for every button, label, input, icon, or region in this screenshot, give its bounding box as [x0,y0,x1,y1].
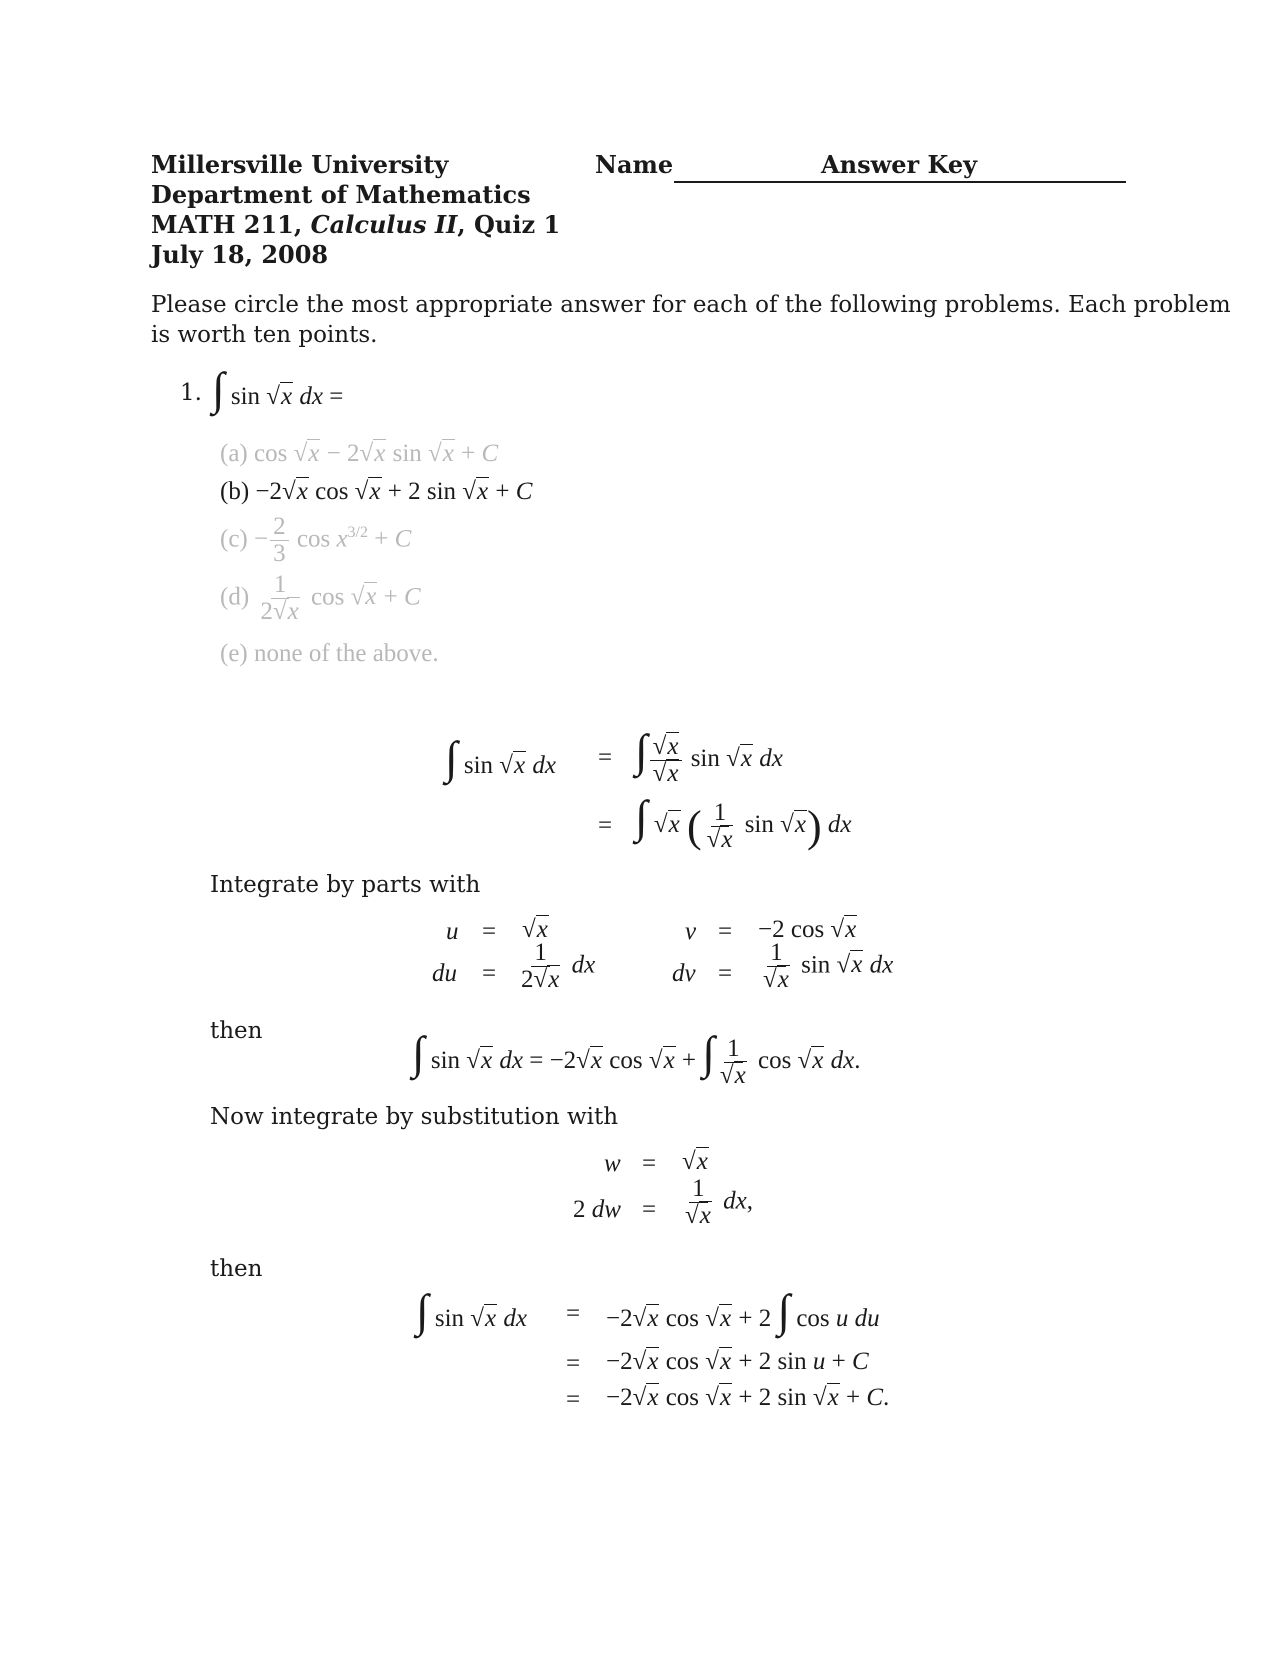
option-d[interactable]: (d) $\frac{1}{2√x}$ cos √x + C [220,571,421,626]
final-lhs: ∫ sin √x dx [416,1285,527,1336]
option-e-text: none of the above. [254,640,439,667]
university-name: Millersville University [151,150,449,179]
subst-dw-value: $\frac{1}{√x}$ dx, [685,1175,753,1230]
solution-step-2-rhs: ∫ √x ( $\frac{1}{√x}$ sin √x) dx [635,791,852,853]
quiz-date: July 18, 2008 [151,240,329,269]
course-title: Calculus II [310,210,458,239]
name-label: Name [595,150,674,179]
parts-intro: Integrate by parts with [210,872,481,898]
parts-u-value: √x [522,916,548,943]
instructions-line-1: Please circle the most appropriate answer for each of the following problems. Each problem [151,292,1231,318]
parts-v-eq: = [718,918,733,945]
course-line [151,210,560,240]
parts-dv: dv [672,960,696,987]
parts-du-value: $\frac{1}{2√x}$ dx [521,939,596,994]
subst-w-value: √x [682,1148,708,1175]
parts-u: u [446,918,459,945]
parts-dv-value: $\frac{1}{√x}$ sin √x dx [763,939,894,994]
course-suffix: , Quiz 1 [457,210,561,239]
option-a-label: (a) [220,440,248,467]
problem-number: 1. [180,380,202,406]
subst-dw: 2 dw [573,1196,621,1223]
option-b-label: (b) [220,478,250,505]
solution-step-2-eq: = [598,812,613,839]
solution-step-1-lhs: ∫ sin √x dx [445,732,556,783]
option-e[interactable] [220,640,439,668]
option-a[interactable]: (a) cos √x − 2√x sin √x + C [220,440,499,467]
subst-w: w [604,1150,621,1177]
parts-u-eq: = [482,918,497,945]
parts-v-value: −2 cos √x [758,916,857,943]
parts-result: ∫ sin √x dx = −2√x cos √x + ∫ $\frac{1}{√x}$ cos √x dx. [412,1027,861,1089]
name-value: Answer Key [821,150,978,179]
parts-dv-eq: = [718,960,733,987]
problem-expression: ∫ sin √x dx = [212,363,344,414]
option-d-label: (d) [220,583,250,611]
final-line-2: −2√x cos √x + 2 sin u + C [606,1348,869,1375]
parts-du: du [432,960,457,987]
option-b[interactable]: (b) −2√x cos √x + 2 sin √x + C [220,478,533,505]
option-c[interactable]: (c) − $\frac{2}{3}$ $\cos x^{3/2} + C$ [220,513,412,568]
then-1: then [210,1018,263,1044]
final-eq-2: = [566,1350,581,1377]
final-line-3: −2√x cos √x + 2 sin √x + C. [606,1384,890,1411]
then-2: then [210,1256,263,1282]
option-c-label: (c) [220,525,248,553]
final-line-1: −2√x cos √x + 2 ∫ cos u du [606,1285,880,1336]
subst-w-eq: = [642,1150,657,1177]
course-prefix: MATH 211, [151,210,311,239]
name-underline [674,181,1126,183]
department-name: Department of Mathematics [151,180,531,209]
final-eq-1: = [566,1300,581,1327]
solution-step-1-eq: = [598,744,613,771]
option-e-label: (e) [220,640,248,667]
solution-step-1-rhs: ∫ $\frac{√x}{√x}$ sin √x dx [635,725,783,787]
parts-v: v [685,918,697,945]
final-eq-3: = [566,1386,581,1413]
substitution-intro: Now integrate by substitution with [210,1104,619,1130]
instructions-line-2: is worth ten points. [151,322,378,348]
parts-du-eq: = [482,960,497,987]
subst-dw-eq: = [642,1196,657,1223]
